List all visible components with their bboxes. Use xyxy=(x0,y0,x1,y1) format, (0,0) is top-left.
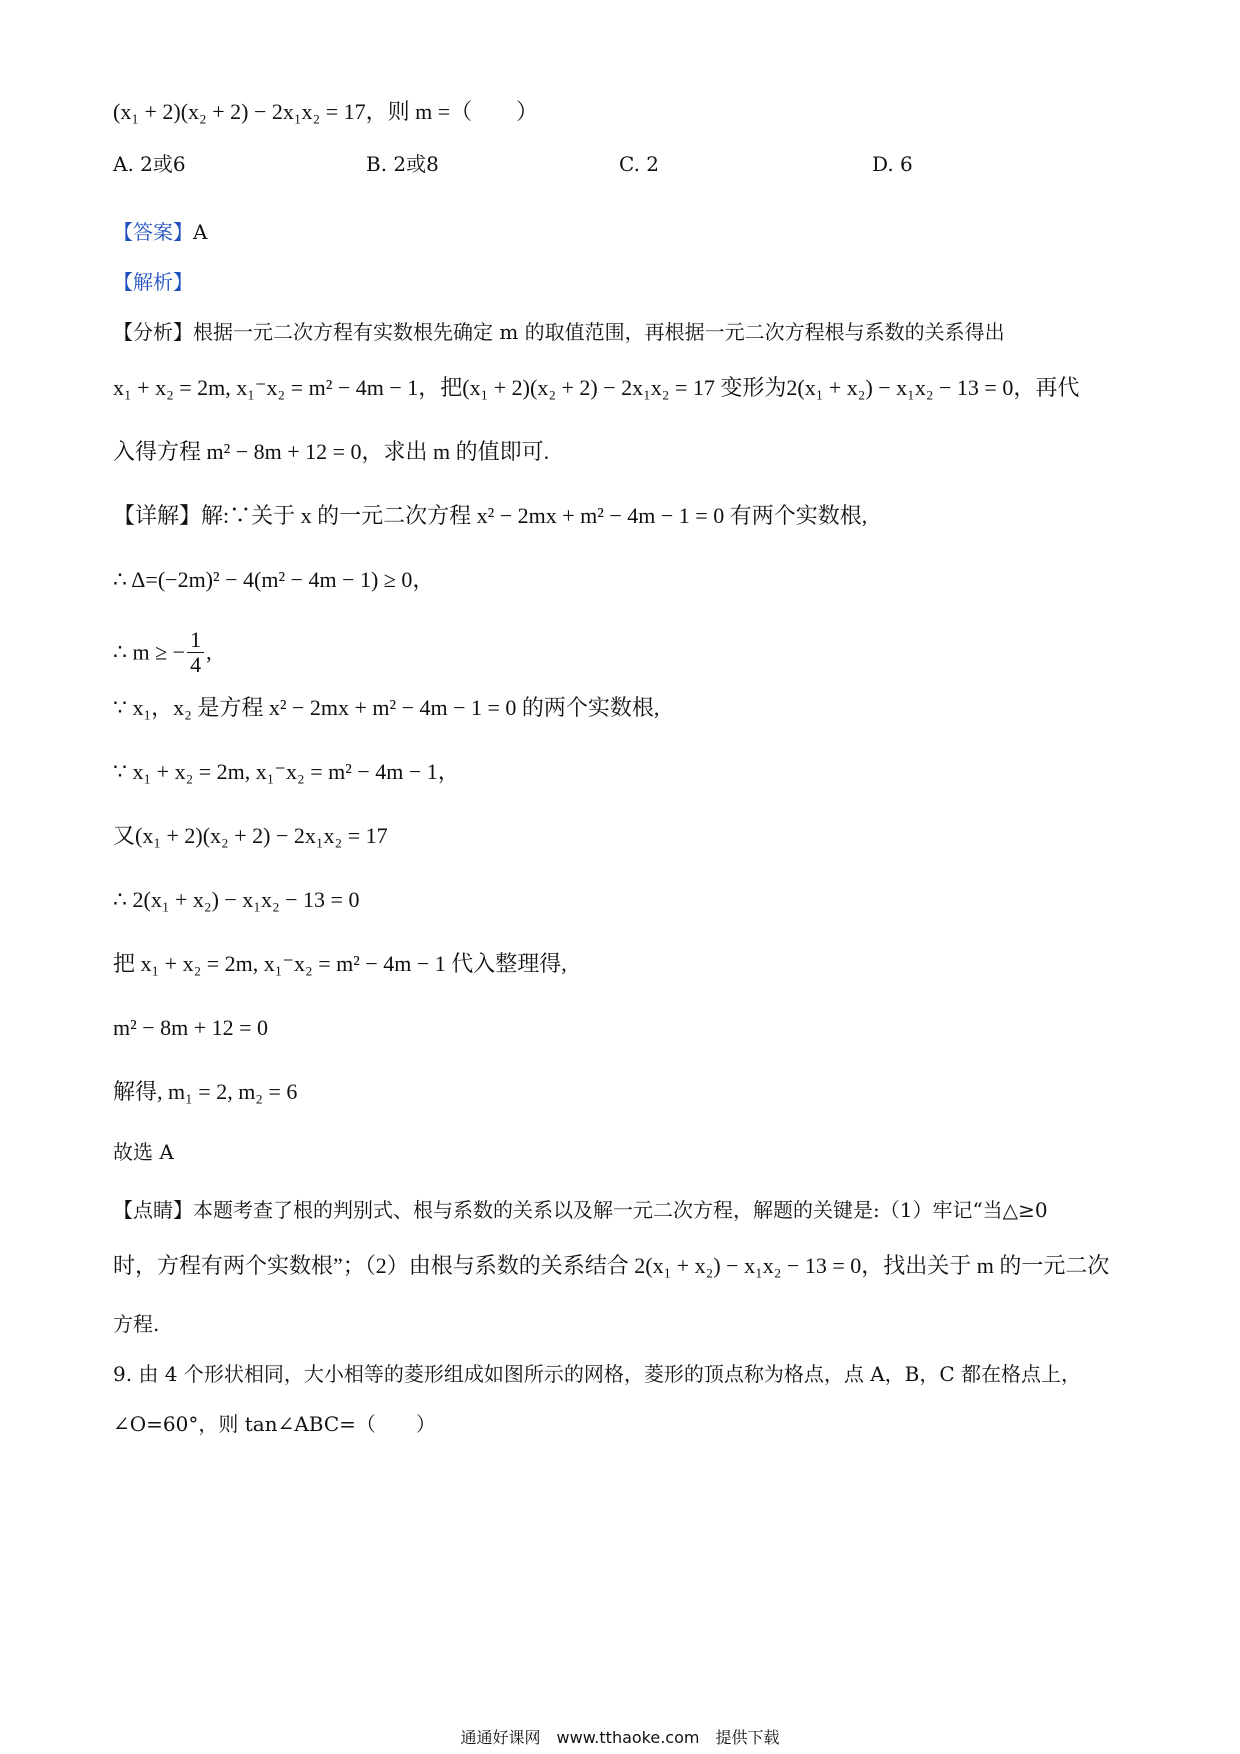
analysis-line-3: 入得方程 m² − 8m + 12 = 0，求出 m 的值即可. xyxy=(113,439,550,464)
given-line: 又(x₁ + 2)(x₂ + 2) − 2x₁x₂ = 17 xyxy=(113,823,388,848)
analysis-tag: 【分析】 xyxy=(113,320,193,344)
analysis-line-1 xyxy=(113,318,1005,346)
choice-line: 故选 A xyxy=(113,1140,174,1164)
transform-line: ∴ 2(x₁ + x₂) − x₁x₂ − 13 = 0 xyxy=(113,887,360,912)
option-a: A. 2或6 xyxy=(113,152,186,176)
comment-line-2: 时，方程有两个实数根”；（2）由根与系数的关系结合 2(x₁ + x₂) − x₁x₂ − 13 = 0，找出关于 m 的一元二次 xyxy=(113,1253,1110,1278)
question9-line-2: ∠O=60°，则 tan∠ABC=（ ） xyxy=(113,1412,436,1436)
detail-tag: 【详解】 xyxy=(113,503,202,528)
option-d: D. 6 xyxy=(872,152,913,176)
m-range-line xyxy=(113,627,212,679)
page-footer: 通通好课网 www.tthaoke.com 提供下载 xyxy=(460,1728,780,1747)
comment-line-1 xyxy=(113,1196,1048,1224)
explanation-tag: 【解析】 xyxy=(113,270,193,294)
analysis-text-1: 根据一元二次方程有实数根先确定 m 的取值范围，再根据一元二次方程根与系数的关系得出 xyxy=(193,320,1005,344)
answer-value: A xyxy=(193,220,208,244)
m-range-prefix: ∴ m ≥ − xyxy=(113,639,186,665)
solution-line: 解得, m₁ = 2, m₂ = 6 xyxy=(113,1079,298,1104)
question8-condition: (x₁ + 2)(x₂ + 2) − 2x₁x₂ = 17，则 m =（ ） xyxy=(113,99,539,124)
equation-line: m² − 8m + 12 = 0 xyxy=(113,1015,269,1040)
fraction-suffix: , xyxy=(206,639,212,665)
substitute-line: 把 x₁ + x₂ = 2m, x₁⁻x₂ = m² − 4m − 1 代入整理得, xyxy=(113,951,567,976)
option-b: B. 2或8 xyxy=(366,152,439,176)
answer-tag: 【答案】 xyxy=(113,220,193,244)
question9-line-1: 9. 由 4 个形状相同，大小相等的菱形组成如图所示的网格，菱形的顶点称为格点，点 A，B，C 都在格点上， xyxy=(113,1362,1082,1386)
roots-line: ∵ x₁，x₂ 是方程 x² − 2mx + m² − 4m − 1 = 0 的两个实数根, xyxy=(113,695,660,720)
detail-text-1: 解:∵关于 x 的一元二次方程 x² − 2mx + m² − 4m − 1 = 0 有两个实数根, xyxy=(201,503,868,528)
comment-tag: 【点睛】 xyxy=(113,1198,193,1222)
comment-text-1: 本题考查了根的判别式、根与系数的关系以及解一元二次方程，解题的关键是:（1）牢记“当△≥0 xyxy=(193,1198,1048,1222)
analysis-line-2: x₁ + x₂ = 2m, x₁⁻x₂ = m² − 4m − 1，把(x₁ + 2)(x₂ + 2) − 2x₁x₂ = 17 变形为2(x₁ + x₂) − x₁x₂ − 13 = 0，再代 xyxy=(113,375,1080,400)
comment-line-3: 方程. xyxy=(113,1312,160,1336)
fraction-denominator: 4 xyxy=(190,652,202,677)
answer-line xyxy=(113,218,207,246)
detail-line-1 xyxy=(113,502,867,530)
vieta-line: ∵ x₁ + x₂ = 2m, x₁⁻x₂ = m² − 4m − 1， xyxy=(113,759,460,784)
discriminant-line: ∴ Δ=(−2m)² − 4(m² − 4m − 1) ≥ 0， xyxy=(113,567,435,592)
option-c: C. 2 xyxy=(619,152,660,176)
fraction-numerator: 1 xyxy=(187,628,204,653)
fraction xyxy=(187,628,204,677)
